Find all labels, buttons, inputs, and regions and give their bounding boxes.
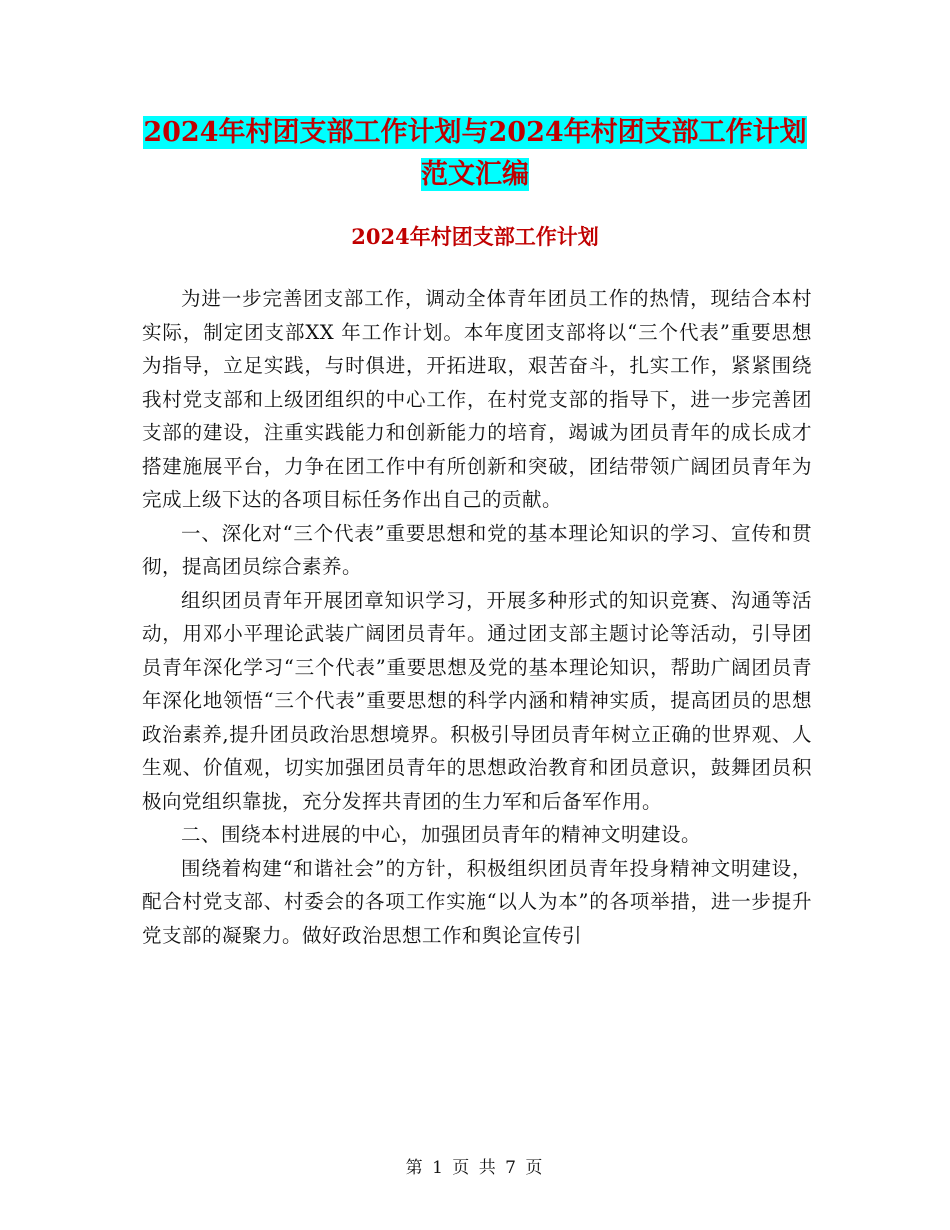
paragraph: 组织团员青年开展团章知识学习，开展多种形式的知识竞赛、沟通等活动，用邓小平理论武装广阔团员青年。通过团支部主题讨论等活动，引导团员青年深化学习“三个代表”重要思想及党的基本理论知识，帮助广阔团员青年深化地领悟“三个代表”重要思想的科学内涵和精神实质，提高团员的思想政治素养,提升团员政治思想境界。积极引导团员青年树立正确的世界观、人生观、价值观，切实加强团员青年的思想政治教育和团员意识，鼓舞团员积极向党组织靠拢，充分发挥共青团的生力军和后备军作用。: [142, 588, 812, 813]
document-title: [0, 112, 950, 196]
page-footer: 第 1 页 共 7 页: [405, 1158, 545, 1178]
document-body: [142, 282, 812, 952]
paragraph: 二、围绕本村进展的中心，加强团员青年的精神文明建设。: [181, 823, 702, 846]
paragraph: 为进一步完善团支部工作，调动全体青年团员工作的热情，现结合本村实际，制定团支部XX 年工作计划。本年度团支部将以“三个代表”重要思想为指导，立足实践，与时俱进，开拓进取，艰苦奋斗，扎实工作，紧紧围绕我村党支部和上级团组织的中心工作，在村党支部的指导下，进一步完善团支部的建设，注重实践能力和创新能力的培育，竭诚为团员青年的成长成才搭建施展平台，力争在团工作中有所创新和突破，团结带领广阔团员青年为完成上级下达的各项目标任务作出自己的贡献。: [142, 287, 812, 511]
title-line-1: 2024年村团支部工作计划与2024年村团支部工作计划: [143, 117, 807, 148]
section-title: 2024年村团支部工作计划: [351, 224, 599, 249]
title-line-2: 范文汇编: [421, 159, 529, 190]
paragraph: 围绕着构建“和谐社会”的方针，积极组织团员青年投身精神文明建设，配合村党支部、村委会的各项工作实施“以人为本”的各项举措，进一步提升党支部的凝聚力。做好政治思想工作和舆论宣传引: [142, 856, 812, 947]
paragraph: 一、深化对“三个代表”重要思想和党的基本理论知识的学习、宣传和贯彻，提高团员综合素养。: [142, 521, 812, 578]
